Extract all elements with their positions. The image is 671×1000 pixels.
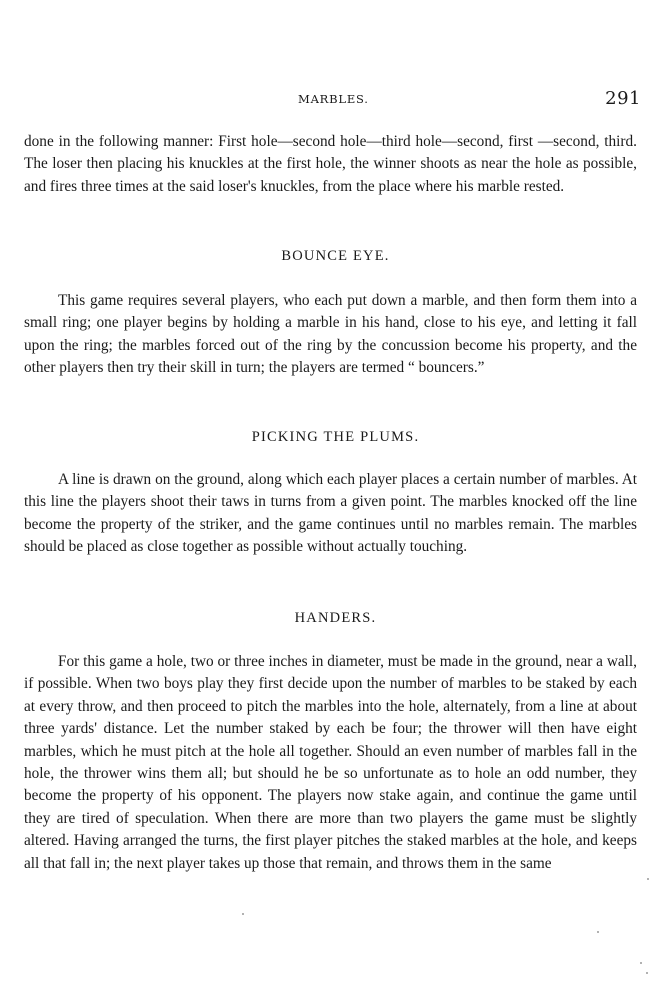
running-title: MARBLES. <box>298 92 369 106</box>
paper-speck <box>647 878 649 880</box>
section-heading-picking-the-plums: PICKING THE PLUMS. <box>251 429 420 445</box>
section-body-handers <box>24 651 637 875</box>
section-body-bounce-eye <box>24 290 637 380</box>
paper-speck <box>242 913 244 915</box>
paragraph-text: This game requires several players, who each put down a marble, and then form them into a small ring; one player begins by holding a marble in his hand, close to his eye, and letting it fall upon the ring; the marbles forced out of the ring by the concussion become his property, and the other players then try their skill in turn; the players are termed “ bouncers.” <box>24 292 637 377</box>
section-heading-handers: HANDERS. <box>294 610 377 626</box>
paper-speck <box>646 972 648 974</box>
page-number: 291 <box>605 88 641 109</box>
paragraph-text: For this game a hole, two or three inches in diameter, must be made in the ground, near a wall, if possible. When two boys play they first decide upon the number of marbles to be staked by each at every throw, and then proceed to pitch the marbles into the hole, alternately, from a line at about three yards' distance. Let the number staked by each be four; the thrower will then have eight marbles, which he must pitch at the hole all together. Should an even number of marbles fall in the hole, the thrower wins them all; but should he be so unfortunate as to hole an odd number, they become the property of his opponent. The players now stake again, and continue the game until they are tired of speculation. When there are more than two players the game must be slightly altered. Having arranged the turns, the first player pitches the staked marbles at the hole, and keeps all that fall in; the next player takes up those that remain, and throws them in the same <box>24 653 637 872</box>
paragraph-text: A line is drawn on the ground, along which each player places a certain number of marbles. At this line the players shoot their taws in turns from a given point. The marbles knocked off the line become the property of the striker, and the game continues until no marbles remain. The marbles should be placed as close together as possible without actually touching. <box>24 471 637 556</box>
running-header <box>0 88 671 112</box>
section-body-picking-the-plums <box>24 469 637 559</box>
section-heading-bounce-eye: BOUNCE EYE. <box>281 248 390 264</box>
paragraph-text: done in the following manner: First hole—second hole—third hole—second, first —second, third. The loser then placing his knuckles at the first hole, the winner shoots as near the hole as possible, and fires three times at the said loser's knuckles, from the place where his marble rested. <box>24 133 637 195</box>
continuation-paragraph <box>24 131 637 198</box>
paper-speck <box>640 962 642 964</box>
paper-speck <box>597 931 599 933</box>
